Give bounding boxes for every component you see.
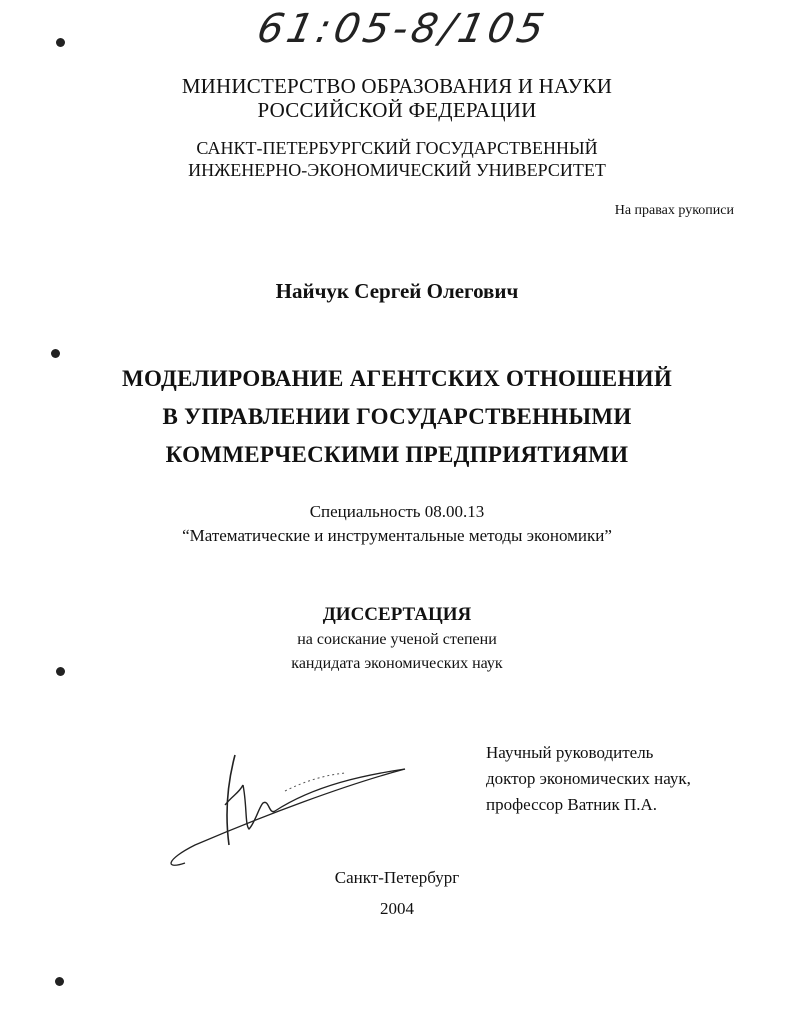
title-line-2: В УПРАВЛЕНИИ ГОСУДАРСТВЕННЫМИ [162,404,632,429]
binding-hole-1 [56,38,65,47]
city: Санкт-Петербург [334,868,460,887]
supervisor-line-2: доктор экономических наук, [486,769,691,788]
author-name: Найчук Сергей Олегович [275,279,519,303]
binding-hole-4 [55,977,64,986]
supervisor-line-1: Научный руководитель [486,743,654,762]
degree-line-2: кандидата экономических наук [291,655,503,672]
specialty-name: “Математические и инструментальные методы экономики” [182,526,612,545]
university-line-2: ИНЖЕНЕРНО-ЭКОНОМИЧЕСКИЙ УНИВЕРСИТЕТ [188,160,606,180]
ministry-line-2: РОССИЙСКОЙ ФЕДЕРАЦИИ [257,98,537,122]
dissertation-title [0,360,794,474]
year: 2004 [380,899,414,918]
degree-line-1: на соискание ученой степени [297,631,497,648]
ministry-block [0,74,794,122]
supervisor-block [486,740,691,818]
university-line-1: САНКТ-ПЕТЕРБУРГСКИЙ ГОСУДАРСТВЕННЫЙ [196,138,598,158]
university-block [0,137,794,181]
supervisor-line-3: профессор Ватник П.А. [486,795,658,814]
archive-stamp [253,6,552,52]
title-line-1: МОДЕЛИРОВАНИЕ АГЕНТСКИХ ОТНОШЕНИЙ [121,366,673,391]
specialty-block [0,500,794,548]
dissertation-heading: ДИССЕРТАЦИЯ [322,604,472,625]
manuscript-note: На правах рукописи [614,203,734,218]
dissertation-block [0,602,794,676]
binding-hole-2 [51,349,60,358]
signature [165,745,425,875]
title-line-3: КОММЕРЧЕСКИМИ ПРЕДПРИЯТИЯМИ [165,442,629,467]
ministry-line-1: МИНИСТЕРСТВО ОБРАЗОВАНИЯ И НАУКИ [181,74,613,98]
archive-stamp-text: 61:05-8/105 [253,6,552,52]
specialty-code: Специальность 08.00.13 [309,502,485,521]
